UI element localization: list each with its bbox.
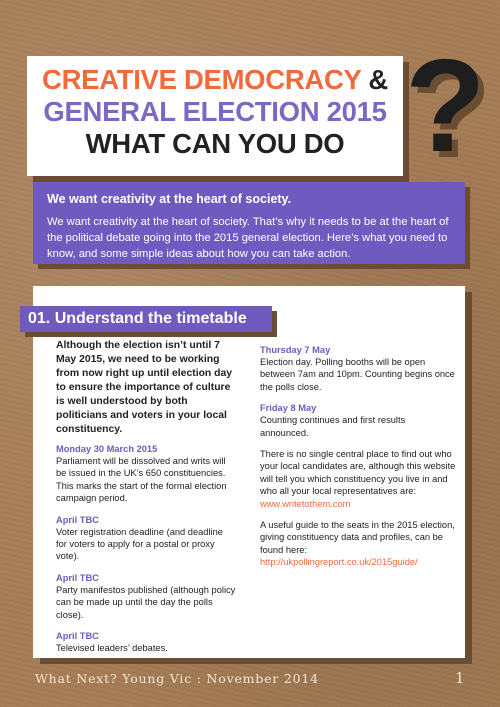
timeline-date: April TBC xyxy=(56,514,99,525)
question-mark-graphic: ? xyxy=(405,32,486,179)
footer-text: What Next? Young Vic : November 2014 xyxy=(35,671,319,686)
left-column xyxy=(56,339,236,663)
ukpollingreport-link[interactable]: http://ukpollingreport.co.uk/2015guide/ xyxy=(260,557,418,568)
timeline-text: Party manifestos published (although policy can be made up until the day the polls close). xyxy=(56,584,236,620)
section-title: 01. Understand the timetable xyxy=(20,306,272,332)
intro-body: We want creativity at the heart of society. That’s why it needs to be at the heart of the political debate going into the 2015 general election. Here’s what you need to know, and some simple ideas about how you can take action. xyxy=(47,216,449,260)
timeline-text: Counting continues and first results announced. xyxy=(260,415,406,438)
title-line-1-text: CREATIVE DEMOCRACY xyxy=(42,64,362,95)
timeline-item xyxy=(260,344,456,393)
intro-heading: We want creativity at the heart of society. xyxy=(47,192,292,206)
title-line-3: WHAT CAN YOU DO xyxy=(85,128,345,159)
title-line-1 xyxy=(37,64,393,96)
timeline-item xyxy=(56,443,236,505)
title-ampersand: & xyxy=(368,64,388,95)
page-number: 1 xyxy=(455,669,465,687)
info-paragraph xyxy=(260,448,456,510)
timeline-date: April TBC xyxy=(56,631,99,642)
timeline-item xyxy=(56,630,236,654)
timeline-text: Voter registration deadline (and deadline for voters to apply for a postal or proxy vote). xyxy=(56,526,223,562)
timeline-text: Parliament will be dissolved and writs will be issued in the UK’s 650 constituencies. This marks the start of the formal election campaign period. xyxy=(56,456,227,504)
timeline-item xyxy=(56,514,236,563)
timeline-date: April TBC xyxy=(56,572,99,583)
title-line-2: GENERAL ELECTION 2015 xyxy=(43,96,387,127)
info-text: There is no single central place to find out who your local candidates are, although this website will tell you which constituency you live in and who all your local representatives are: xyxy=(260,449,456,497)
info-text: A useful guide to the seats in the 2015 election, giving constituency data and profiles, can be found here: xyxy=(260,520,455,555)
intro-box xyxy=(33,182,465,264)
timeline-text: Election day. Polling booths will be open between 7am and 10pm. Counting begins once the polls close. xyxy=(260,357,455,392)
timeline-item xyxy=(56,572,236,621)
timeline-item xyxy=(260,402,456,439)
right-column xyxy=(260,344,456,578)
info-paragraph xyxy=(260,519,456,569)
section-lead: Although the election isn’t until 7 May 2015, we need to be working from now right up until election day to ensure the importance of culture is well understood by both politicians and voters in your local constituency. xyxy=(56,340,233,435)
writetothem-link[interactable]: www.writetothem.com xyxy=(260,498,351,509)
timeline-text: Televised leaders’ debates. xyxy=(56,643,168,654)
timeline-date: Thursday 7 May xyxy=(260,345,331,355)
timeline-date: Friday 8 May xyxy=(260,403,317,414)
timeline-date: Monday 30 March 2015 xyxy=(56,444,158,454)
title-box xyxy=(27,56,403,176)
